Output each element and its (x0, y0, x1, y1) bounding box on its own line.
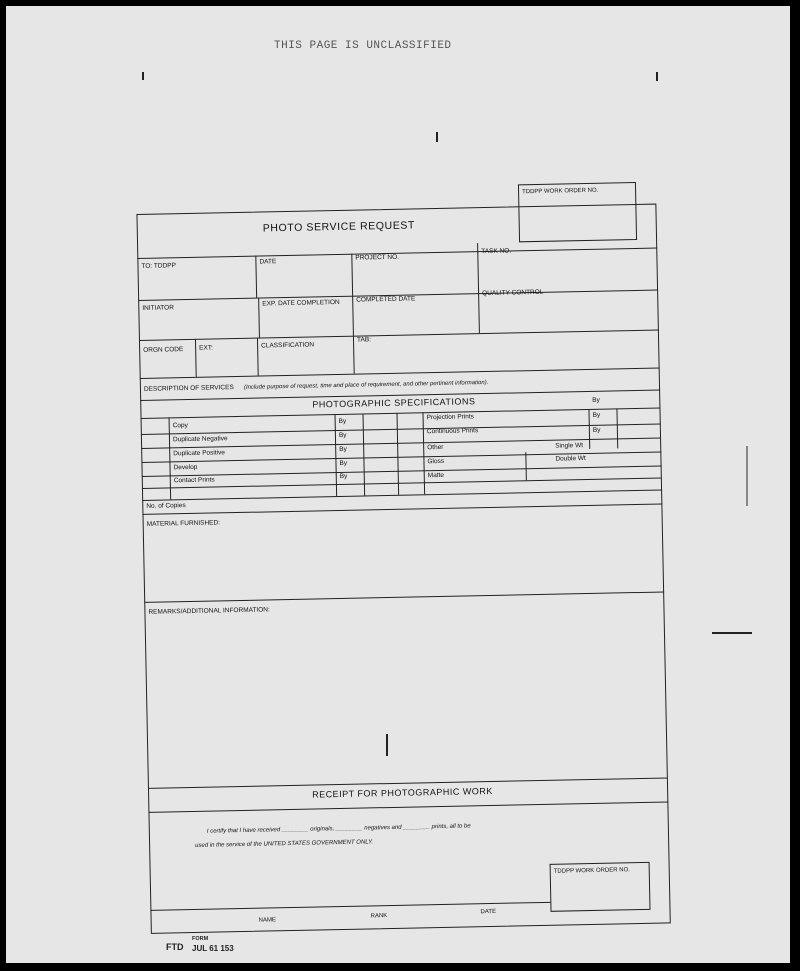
spec-right-0: Projection Prints (426, 413, 474, 422)
by-right-1: By (592, 411, 601, 419)
form-number: JUL 61 153 (192, 944, 234, 953)
ext-label: EXT: (199, 344, 213, 352)
task-label: TASK NO. (481, 247, 512, 256)
tab-label: TAB: (356, 336, 372, 344)
description-hint: (Include purpose of request, time and place of requirement, and other pertinent information). (243, 379, 489, 391)
completed-label: COMPLETED DATE (356, 295, 416, 304)
material-label: MATERIAL FURNISHED: (146, 519, 221, 528)
receipt-work-order-label: TDDPP WORK ORDER NO. (553, 867, 631, 875)
spec-right-1: Continuous Prints (426, 427, 479, 436)
spec-left-1: Duplicate Negative (172, 435, 228, 444)
description-label: DESCRIPTION OF SERVICES (143, 384, 234, 393)
spec-left-4: Contact Prints (173, 476, 215, 485)
form-word: FORM (192, 936, 209, 942)
initiator-label: INITIATOR (142, 304, 174, 312)
scanned-page (6, 6, 790, 963)
remarks-label: REMARKS/ADDITIONAL INFORMATION: (148, 606, 270, 616)
by-3: By (339, 459, 348, 467)
by-4: By (339, 472, 348, 480)
photo-service-request-form (136, 182, 671, 934)
to-label: TO: TDDPP (141, 262, 176, 270)
form-title: PHOTO SERVICE REQUEST (262, 219, 416, 235)
spec-left-0: Copy (172, 422, 188, 430)
classification-banner: THIS PAGE IS UNCLASSIFIED (274, 40, 452, 52)
by-right-2: By (592, 426, 601, 434)
receipt-line2: used in the service of the UNITED STATES GOVERNMENT ONLY. (195, 839, 374, 849)
by-right-0: By (592, 396, 600, 404)
scan-speck (436, 132, 438, 142)
form-id: FTD (166, 942, 184, 952)
exp-date-label: EXP. DATE COMPLETION (262, 298, 340, 308)
rank-label: RANK (370, 913, 388, 920)
scan-speck (712, 632, 752, 634)
copies-label: No. of Copies (146, 502, 186, 510)
specs-title: PHOTOGRAPHIC SPECIFICATIONS (312, 396, 476, 410)
project-label: PROJECT NO. (355, 253, 400, 262)
scan-speck (386, 734, 388, 756)
spec-right-3: Gloss (427, 457, 445, 466)
quality-control-label: QUALITY CONTROL (482, 288, 544, 298)
classification-label: CLASSIFICATION (261, 341, 315, 350)
scan-speck (746, 446, 748, 506)
work-order-label: TDDPP WORK ORDER NO. (522, 187, 599, 196)
form-footer (166, 936, 234, 953)
name-label: NAME (258, 917, 277, 924)
scan-speck (656, 72, 658, 81)
spec-left-3: Develop (173, 463, 198, 472)
orgn-code-label: ORGN CODE (143, 346, 184, 354)
receipt-line1: I certify that I have received ________ originals, ________ negatives and ________ prints, all to be (206, 823, 471, 835)
date-label: DATE (259, 258, 277, 266)
spec-left-2: Duplicate Positive (173, 449, 225, 458)
by-1: By (338, 431, 347, 439)
single-wt: Single Wt (555, 442, 584, 450)
scan-speck (142, 72, 144, 80)
receipt-date-label: DATE (480, 908, 497, 916)
spec-right-4: Matte (427, 471, 445, 480)
double-wt: Double Wt (555, 455, 586, 463)
by-2: By (339, 445, 347, 453)
by-0: By (338, 417, 347, 425)
receipt-title: RECEIPT FOR PHOTOGRAPHIC WORK (312, 785, 493, 800)
spec-right-2: Other (427, 443, 444, 452)
